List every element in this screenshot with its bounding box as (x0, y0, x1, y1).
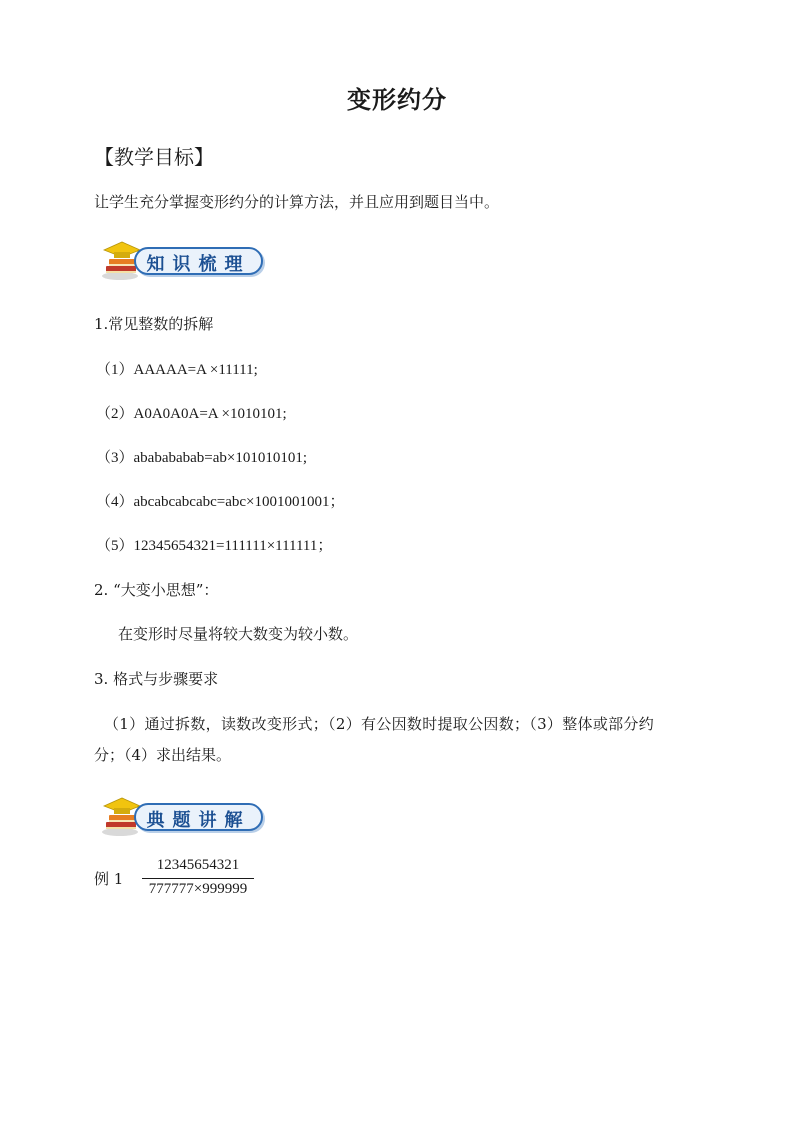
examples-banner-label: 典题讲解 (146, 810, 251, 831)
examples-banner (100, 794, 266, 838)
fraction-denominator: 777777×999999 (148, 881, 248, 897)
objectives-heading: 【教学目标】 (94, 145, 214, 169)
example-label: 例 1 (94, 870, 124, 888)
objectives-text: 让学生充分掌握变形约分的计算方法，并且应用到题目当中。 (94, 193, 500, 211)
formula-text: AAAAA=A ×11111; (133, 362, 258, 378)
fraction-numerator: 12345654321 (156, 857, 240, 873)
formula-number: （3） (96, 450, 134, 466)
formula-row (96, 446, 307, 467)
formula-row (96, 490, 345, 511)
formula-number: （1） (96, 362, 134, 378)
formula-text: A0A0A0A=A ×1010101; (133, 406, 287, 422)
formula-text: abcabcabcabc=abc×1001001001； (133, 494, 345, 510)
fraction-bar (142, 878, 254, 879)
knowledge-item2-title: 2. “大变小思想”： (94, 581, 219, 599)
knowledge-banner-pill (134, 247, 263, 275)
example-fraction (142, 857, 254, 898)
knowledge-item2-text: 在变形时尽量将较大数变为较小数。 (118, 625, 359, 643)
knowledge-item3-line2: 分；（4）求出结果。 (94, 746, 232, 764)
examples-banner-pill (134, 803, 263, 831)
page-title: 变形约分 (347, 85, 447, 114)
knowledge-banner-label: 知识梳理 (146, 254, 251, 275)
formula-number: （2） (96, 406, 134, 422)
knowledge-banner (100, 238, 266, 282)
formula-row (96, 402, 287, 423)
formula-number: （4） (96, 494, 134, 510)
formula-text: ababababab=ab×101010101; (133, 450, 308, 466)
formula-number: （5） (96, 538, 134, 554)
knowledge-item3-line1: （1）通过拆数，读数改变形式；（2）有公因数时提取公因数；（3）整体或部分约 (104, 715, 655, 733)
knowledge-item1-title: 1.常见整数的拆解 (94, 315, 214, 333)
knowledge-item3-title: 3. 格式与步骤要求 (94, 670, 219, 688)
formula-text: 12345654321=111111×111111； (133, 538, 333, 554)
formula-row (96, 534, 332, 555)
formula-row (96, 358, 258, 379)
